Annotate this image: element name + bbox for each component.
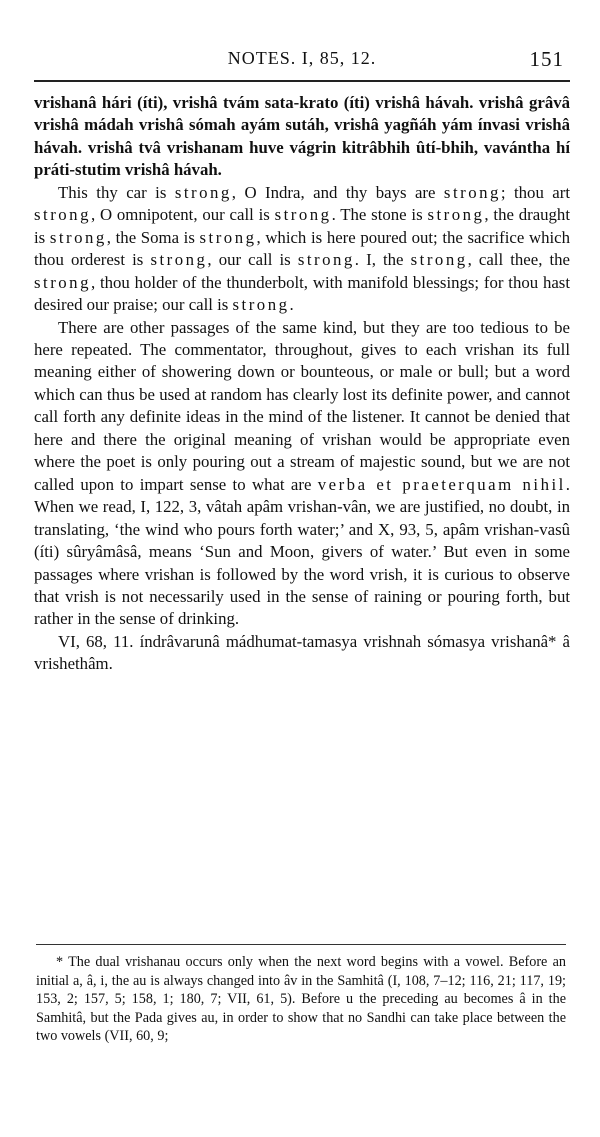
translation-text: , which is here poured out; the sacrifice which thou orderest is — [34, 227, 570, 270]
emphasis-strong: strong — [49, 227, 107, 247]
footnote-rule — [36, 944, 566, 945]
header-rule — [34, 80, 570, 82]
emphasis-strong: strong — [274, 205, 332, 225]
running-title: NOTES. I, 85, 12. — [227, 48, 377, 68]
translation-text: , call thee, the — [467, 250, 571, 270]
emphasis-strong: strong — [410, 250, 468, 270]
emphasis-strong: strong — [199, 227, 257, 247]
translation-paragraph — [34, 182, 570, 317]
translation-text: , the draught is — [34, 205, 570, 247]
translation-text: This thy car is — [58, 182, 175, 202]
commentary-paragraph — [34, 317, 570, 631]
emphasis-strong: strong — [34, 272, 91, 292]
translation-text: , O omnipotent, our call is — [90, 205, 275, 225]
emphasis-strong: strong — [34, 205, 91, 225]
translation-text: ; thou art — [500, 182, 571, 202]
translation-text: . — [289, 295, 294, 315]
commentary-text: There are other passages of the same kind, but they are too tedious to be here repeated. The commentator, throughout, gives to each vrishan its full meaning either of showering down or bounteous, or male or bull; but a word which can thus be used at random has clearly lost its definite power, and cannot call forth any definite ideas in the mind of the listener. It cannot be denied that here and there the original meaning of vrishan would be appropriate even where the poet is only pouring out a stream of majestic sound, but we are not called upon to impart sense to what are — [34, 317, 570, 494]
commentary-text: . When we read, I, 122, 3, vâtah apâm vrishan-vân, we are justified, no doubt, in translating, ‘the wind who pours forth water;’ and X, 93, 5, apâm vrishan-vasû (íti) sûryâmâsâ, means ‘Sun and Moon, givers of water.’ But even in some passages where vrishan is followed by the word vrish, it is curious to observe that vrish is not necessarily used in the sense of raining or pouring forth, but rather in the sense of drinking. — [34, 474, 570, 629]
emphasis-strong: strong — [427, 205, 485, 225]
emphasis-strong: strong — [443, 182, 501, 202]
main-text — [34, 92, 570, 676]
emphasis-strong: strong — [232, 295, 290, 315]
translation-text: , thou holder of the thunderbolt, with manifold blessings; for thou hast desired our praise; our call is — [34, 272, 570, 315]
translation-text: , O Indra, and thy bays are — [231, 182, 444, 202]
footnote — [36, 953, 566, 1046]
translation-text: , the Soma is — [106, 227, 200, 247]
footnote-text: * The dual vrishanau occurs only when the next word begins with a vowel. Before an initial a, â, i, the au is always changed into âv in the Samhitâ (I, 108, 7–12; 116, 21; 117, 19; 153, 2; 157, 5; 158, 1; 180, 7; VII, 61, 5). Before u the preceding au becomes â in the Samhitâ, but the Pada gives au, in order to show that no Sandhi can take place between the two vowels (VII, 60, 9; — [36, 954, 566, 1045]
emphasis-strong: strong — [150, 250, 208, 270]
latin-phrase: verba et praeterquam nihil — [317, 474, 566, 494]
sanskrit-verse: vrishanâ hári (íti), vrishâ tvám sata-krato (íti) vrishâ hávah. vrishâ grâvâ vrishâ mádah vrishâ sómah ayám sutáh, vrishâ yagñáh yám ínvasi vrishâ hávah. vrishâ tvâ vrishanam huve vágrin kitrâbhih ûtí-bhih, vavántha hí práti-stutim vrishâ hávah. — [34, 93, 570, 180]
running-header — [34, 46, 570, 78]
emphasis-strong: strong — [174, 182, 232, 202]
translation-text: , our call is — [207, 250, 298, 270]
emphasis-strong: strong — [297, 250, 355, 270]
translation-text: . I, the — [354, 250, 411, 270]
verse-citation: VI, 68, 11. índrâvarunâ mádhumat-tamasya vrishnah sómasya vrishanâ* â vrishethâm. — [34, 631, 570, 674]
translation-text: . The stone is — [331, 205, 428, 225]
page-number: 151 — [529, 47, 564, 71]
